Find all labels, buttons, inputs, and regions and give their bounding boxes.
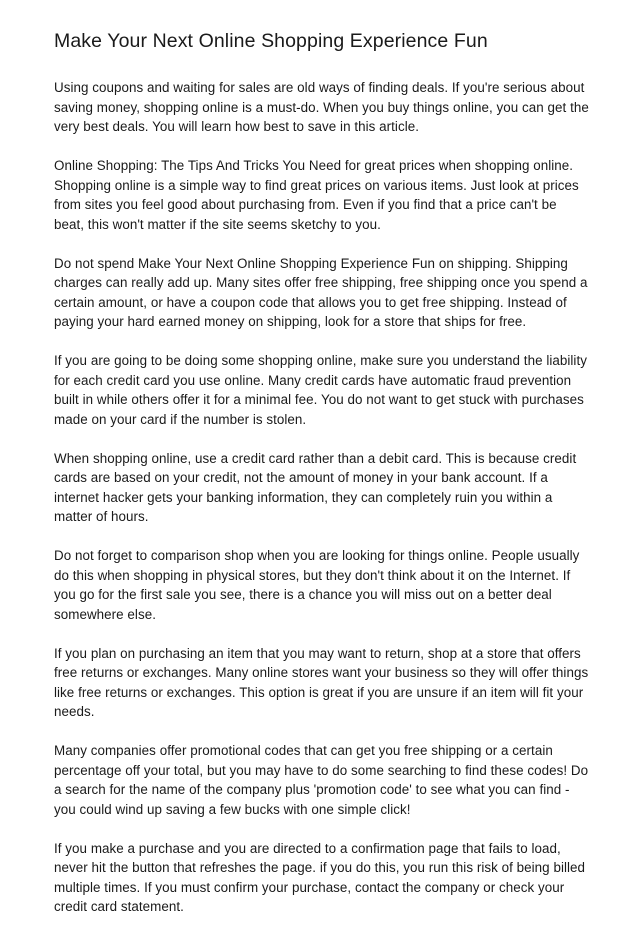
paragraph-6: Do not forget to comparison shop when you are looking for things online. People usually do this when shopping in physical stores, but they don't think about it on the Internet. If you go for the first sale you see, there is a chance you will miss out on a better deal somewhere else. bbox=[54, 548, 580, 622]
document-title: Make Your Next Online Shopping Experience Fun bbox=[54, 30, 488, 52]
paragraph-4: If you are going to be doing some shopping online, make sure you understand the liability for each credit card you use online. Many credit cards have automatic fraud prevention built in while others offer it for a minimal fee. You do not want to get stuck with purchases made on your card if the number is stolen. bbox=[54, 353, 587, 427]
paragraph-1: Using coupons and waiting for sales are old ways of finding deals. If you're serious about saving money, shopping online is a must-do. When you buy things online, you can get the very best deals. You will learn how best to save in this article. bbox=[54, 80, 589, 134]
paragraph-5: When shopping online, use a credit card rather than a debit card. This is because credit cards are based on your credit, not the amount of money in your bank account. If a internet hacker gets your banking information, they can completely ruin you within a matter of hours. bbox=[54, 450, 577, 524]
document-page bbox=[54, 28, 589, 936]
paragraph-3: Do not spend Make Your Next Online Shopping Experience Fun on shipping. Shipping charges can really add up. Many sites offer free shipping, free shipping once you spend a certain amount, or have a coupon code that allows you to get free shipping. Instead of paying your hard earned money on shipping, look for a store that ships for free. bbox=[54, 255, 588, 329]
paragraph-7: If you plan on purchasing an item that you may want to return, shop at a store that offers free returns or exchanges. Many online stores want your business so they will offer things like free returns or exchanges. This option is great if you are unsure if an item will fit your needs. bbox=[54, 645, 589, 719]
paragraph-2: Online Shopping: The Tips And Tricks You Need for great prices when shopping online. Shopping online is a simple way to find great prices on various items. Just look at prices from sites you feel good about purchasing from. Even if you find that a price can't be beat, this won't matter if the site seems sketchy to you. bbox=[54, 158, 579, 232]
paragraph-8: Many companies offer promotional codes that can get you free shipping or a certain percentage off your total, but you may have to do some searching to find these codes! Do a search for the name of the company plus 'promotion code' to see what you can find - you could wind up saving a few bucks with one simple click! bbox=[54, 743, 589, 817]
paragraph-9: If you make a purchase and you are directed to a confirmation page that fails to load, never hit the button that refreshes the page. if you do this, you run this risk of being billed multiple times. If you must confirm your purchase, contact the company or check your credit card statement. bbox=[54, 840, 586, 914]
